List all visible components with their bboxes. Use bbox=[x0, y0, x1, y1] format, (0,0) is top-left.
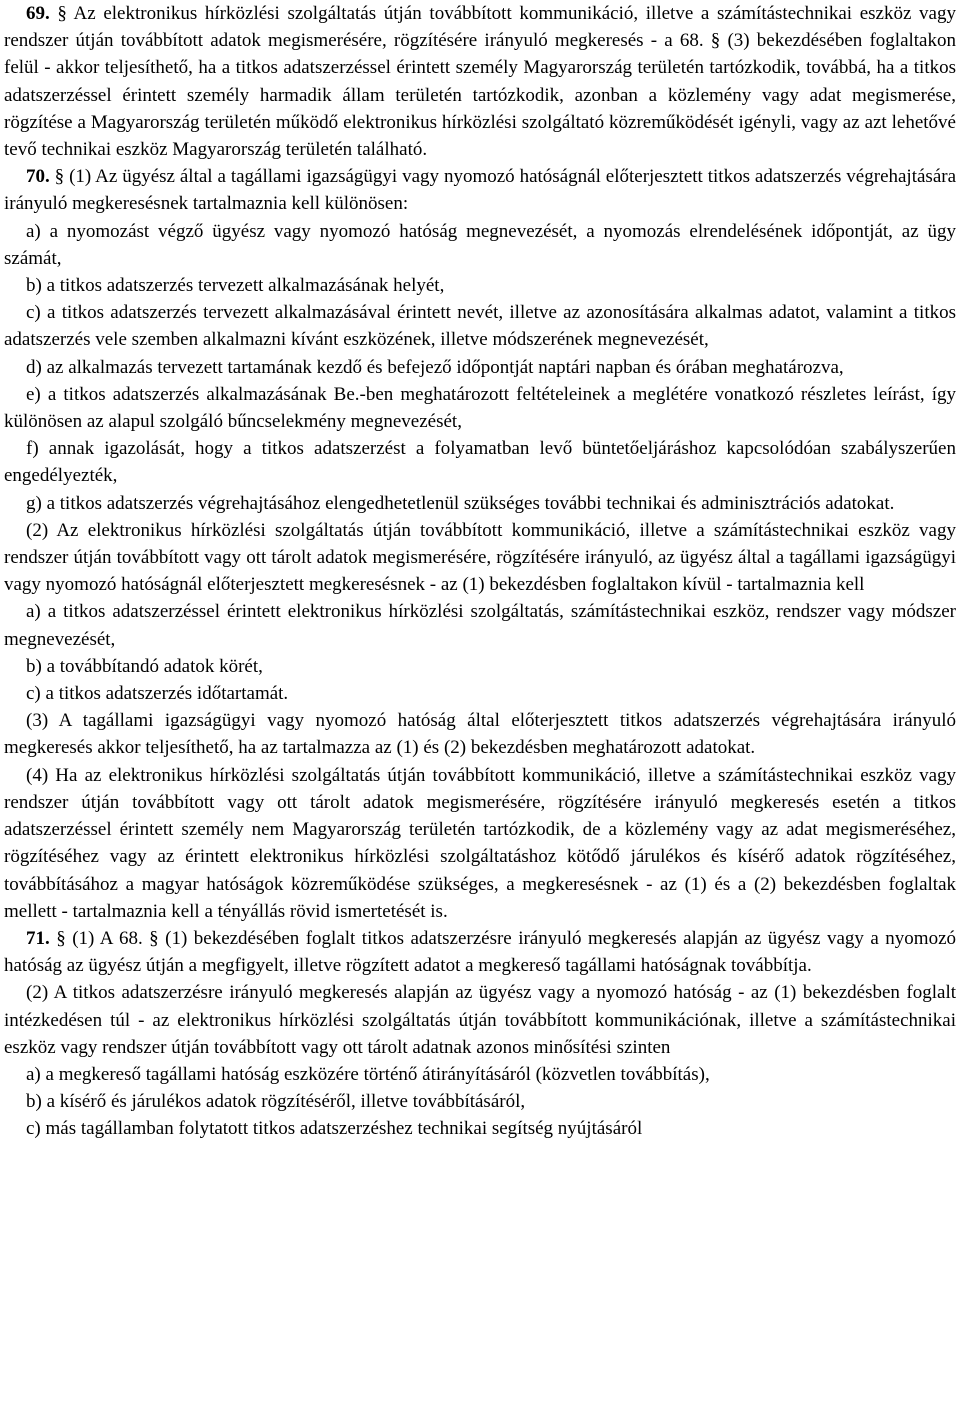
section-number: 70. bbox=[26, 166, 50, 188]
list-item: c) a titkos adatszerzés tervezett alkalmazásával érintett nevét, illetve az azonosítására alkalmas adatot, valamint a titkos adatszerzés vele szemben alkalmazni kívánt eszközének, illetve módszerének megnevezését, bbox=[4, 302, 956, 351]
list-item: a) a titkos adatszerzéssel érintett elektronikus hírközlési szolgáltatás, számítástechnikai eszköz, rendszer vagy módszer megnevezését, bbox=[4, 601, 956, 650]
list-item: b) a továbbítandó adatok körét, bbox=[26, 655, 263, 677]
section-70-paragraph-1 bbox=[4, 163, 956, 217]
paragraph-text: (1) Az ügyész által a tagállami igazságügyi vagy nyomozó hatóságnál előterjesztett titkos adatszerzés végrehajtására irányuló megkeresésnek tartalmaznia kell különösen: bbox=[4, 166, 957, 215]
section-number: 69. bbox=[26, 3, 50, 24]
list-item: b) a titkos adatszerzés tervezett alkalmazásának helyét, bbox=[26, 275, 445, 297]
list-item: a) a megkereső tagállami hatóság eszközére történő átirányításáról (közvetlen továbbítás), bbox=[26, 1063, 710, 1085]
section-70-paragraph-2: (2) Az elektronikus hírközlési szolgáltatás útján továbbított kommunikáció, illetve a számítástechnikai eszköz vagy rendszer útján továbbított vagy ott tárolt adatok megismerésére, rögzítésére irányuló, az ügyész által a tagállami igazságügyi vagy nyomozó hatóságnál előterjesztett megkeresésnek - az (1) bekezdésben foglaltakon kívül - tartalmaznia kell bbox=[4, 519, 956, 596]
section-69 bbox=[4, 0, 956, 163]
list-item: e) a titkos adatszerzés alkalmazásának Be.-ben meghatározott feltételeinek a meglétére vonatkozó részletes leírást, így különösen az alapul szolgáló bűncselekmény megnevezését, bbox=[4, 383, 956, 433]
paragraph-text: (1) A 68. § (1) bekezdésében foglalt titkos adatszerzésre irányuló megkeresés alapján az ügyész vagy a nyomozó hatóság az ügyész útján a megfigyelt, illetve rögzített adatot a megkereső tagállami hatóságnak továbbítja. bbox=[4, 927, 957, 977]
section-text: Az elektronikus hírközlési szolgáltatás útján továbbított kommunikáció, illetve a számítástechnikai eszköz vagy rendszer útján továbbított adatok megismerésére, rögzítésére irányuló megkeresés - a 68. § (3) bekezdésében foglaltakon felül - akkor teljesíthető, ha a titkos adatszerzéssel érintett személy Magyarország területén tartózkodik, továbbá, ha a titkos adatszerzéssel érintett személy harmadik állam területén tartózkodik, azonban a közlemény vagy adat megismerése, rögzítése a Magyarország területén működő elektronikus hírközlési szolgáltató közreműködését igényli, vagy az azt lehetővé tevő technikai eszköz Magyarország területén található. bbox=[4, 3, 956, 161]
list-item: a) a nyomozást végző ügyész vagy nyomozó hatóság megnevezését, a nyomozás elrendelésének időpontját, az ügy számát, bbox=[4, 220, 956, 269]
section-number: 71. bbox=[26, 927, 50, 949]
list-item: c) a titkos adatszerzés időtartamát. bbox=[26, 683, 289, 705]
section-71-paragraph-1 bbox=[4, 925, 956, 979]
section-sign: § bbox=[54, 166, 65, 188]
list-item: d) az alkalmazás tervezett tartamának kezdő és befejező időpontját naptári napban és órában meghatározva, bbox=[26, 356, 844, 378]
list-item: f) annak igazolását, hogy a titkos adatszerzést a folyamatban levő büntetőeljáráshoz kapcsolódóan szabályszerűen engedélyezték, bbox=[4, 438, 956, 487]
section-70-paragraph-4: (4) Ha az elektronikus hírközlési szolgáltatás útján továbbított kommunikáció, illetve a számítástechnikai eszköz vagy rendszer útján továbbított vagy ott tárolt adatok megismerésére, rögzítésére irányuló megkeresés esetén a titkos adatszerzéssel érintett személy nem Magyarország területén tartózkodik, de a közlemény vagy az adat megismeréséhez, rögzítéséhez vagy az érintett elektronikus hírközlési szolgáltatáshoz kötődő járulékos és kísérő adatok rögzítéséhez, továbbításához a magyar hatóságok közreműködése szükséges, a megkeresésnek - az (1) és a (2) bekezdésben foglaltak mellett - tartalmaznia kell a tényállás rövid ismertetését is. bbox=[4, 764, 956, 922]
section-sign: § bbox=[57, 3, 67, 24]
section-70-paragraph-3: (3) A tagállami igazságügyi vagy nyomozó hatóság által előterjesztett titkos adatszerzés végrehajtására irányuló megkeresés akkor teljesíthető, ha az tartalmazza az (1) és (2) bekezdésben meghatározott adatokat. bbox=[4, 710, 956, 759]
list-item: g) a titkos adatszerzés végrehajtásához elengedhetetlenül szükséges további technikai és adminisztrációs adatokat. bbox=[26, 492, 895, 514]
section-sign: § bbox=[56, 927, 66, 949]
list-item: b) a kísérő és járulékos adatok rögzítéséről, illetve továbbításáról, bbox=[26, 1091, 526, 1113]
list-item: c) más tagállamban folytatott titkos adatszerzéshez technikai segítség nyújtásáról bbox=[26, 1118, 643, 1140]
section-71-paragraph-2: (2) A titkos adatszerzésre irányuló megkeresés alapján az ügyész vagy a nyomozó hatóság - az (1) bekezdésben foglalt intézkedésen túl - az elektronikus hírközlési szolgáltatás útján továbbított kommunikációnak, illetve a számítástechnikai eszköz vagy rendszer útján továbbított vagy ott tárolt adatnak azonos minősítési szinten bbox=[4, 982, 956, 1058]
